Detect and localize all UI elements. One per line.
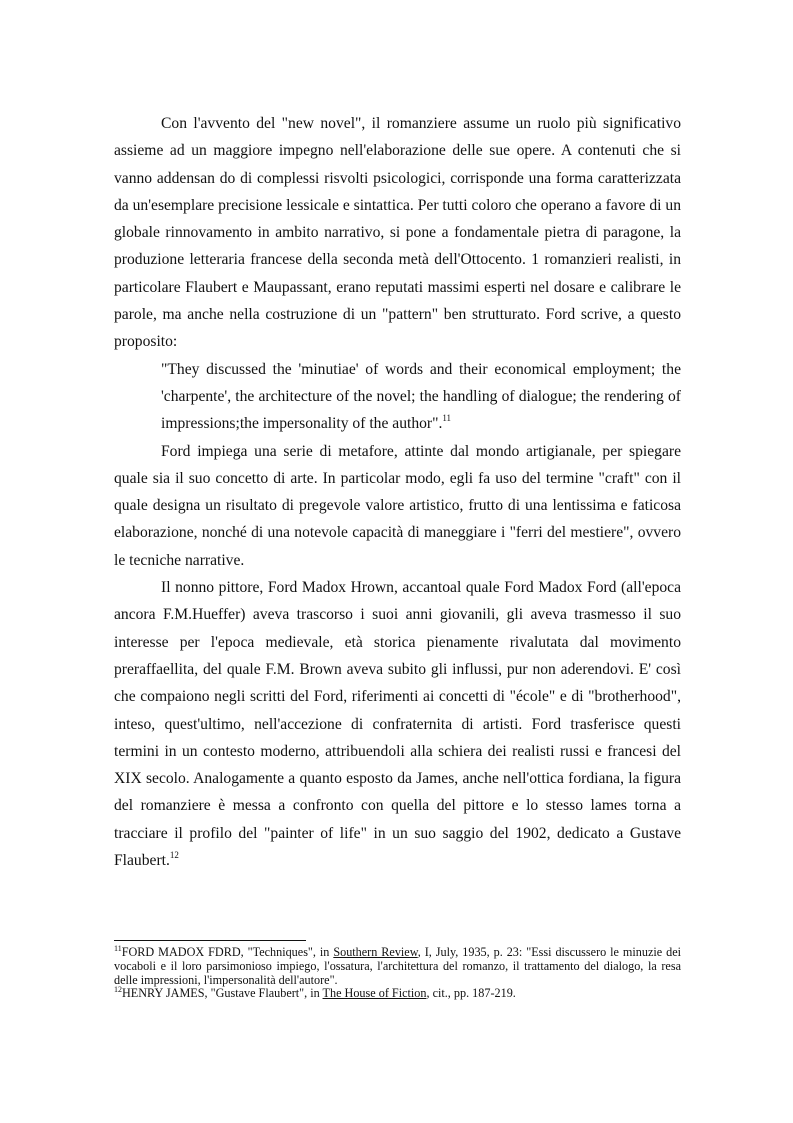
paragraph-grandfather-text: Il nonno pittore, Ford Madox Hrown, accantoal quale Ford Madox Ford (all'epoca ancora F.M.Hueffer) aveva trascorso i suoi anni giovanili, gli aveva trasmesso il suo interesse per l'epoca medievale, età storica pienamente rivalutata dal movimento preraffaellita, del quale F.M. Brown aveva subito gli influssi, pur non aderendovi. E' così che compaiono negli scritti del Ford, riferimenti ai concetti di "école" e di "brotherhood", inteso, quest'ultimo, nell'accezione di confraternita di artisti. Ford trasferisce questi termini in un contesto moderno, attribuendoli alla schiera dei realisti russi e francesi del XIX secolo. Analogamente a quanto esposto da James, anche nell'ottica fordiana, la figura del romanziere è messa a confronto con quella del pittore e lo stesso lames torna a tracciare il profilo del "painter of life" in un suo saggio del 1902, dedicato a Gustave Flaubert. (114, 579, 681, 870)
footnote-11-pre: FORD MADOX FDRD, "Techniques", in (121, 945, 334, 959)
paragraph-grandfather (114, 574, 681, 874)
footnote-ref-11[interactable]: 11 (442, 413, 452, 424)
ford-quote-text: "They discussed the 'minutiae' of words and their economical employment; the 'charpente', the architecture of the novel; the handling of dialogue; the rendering of impressions;the impersonality of the author". (161, 360, 681, 433)
paragraph-craft-text: Ford impiega una serie di metafore, attinte dal mondo artigianale, per spiegare quale sia il suo concetto di arte. In particolar modo, egli fa uso del termine "craft" con il quale designa un risultato di pregevole valore artistico, frutto di una lentissima e faticosa elaborazione, nonché di una notevole capacità di maneggiare i "ferri del mestiere", ovvero le tecniche narrative. (114, 442, 681, 569)
footnote-12-title: The House of Fiction (322, 986, 427, 1001)
footnote-divider (114, 940, 306, 941)
body-text (114, 110, 681, 874)
footnote-12-post: , cit., pp. 187-219. (426, 986, 516, 1001)
footnote-11-mark: 11 (114, 944, 122, 953)
footnote-12 (114, 987, 681, 1001)
paragraph-craft (114, 438, 681, 574)
footnote-12-mark: 12 (114, 985, 122, 995)
footnote-11-title: Southern Review (333, 945, 418, 959)
footnote-12-pre: HENRY JAMES, "Gustave Flaubert", in (122, 986, 323, 1001)
footnotes (114, 946, 681, 1001)
ford-quote (161, 356, 681, 438)
footnote-11 (114, 946, 681, 987)
footnote-ref-12[interactable]: 12 (169, 850, 179, 861)
footnote-11-post: , I, July, 1935, p. 23: "Essi discussero le minuzie dei vocaboli e il loro parsimonioso impiego, l'ossatura, l'architettura del romanzo, il trattamento del dialogo, la resa delle impressioni, l'impersonalità dell'autore". (114, 945, 681, 987)
paragraph-new-novel (114, 110, 681, 356)
paragraph-new-novel-text: Con l'avvento del "new novel", il romanziere assume un ruolo più significativo assieme ad un maggiore impegno nell'elaborazione delle sue opere. A contenuti che si vanno addensan do di complessi risvolti psicologici, corrisponde una forma caratterizzata da un'esemplare precisione lessicale e sintattica. Per tutti coloro che operano a favore di un globale rinnovamento in ambito narrativo, si pone a fondamentale pietra di paragone, la produzione letteraria francese della seconda metà dell'Ottocento. 1 romanzieri realisti, in particolare Flaubert e Maupassant, erano reputati massimi esperti nel dosare e calibrare le parole, ma anche nella costruzione di un "pattern" ben strutturato. Ford scrive, a questo proposito: (114, 115, 681, 351)
